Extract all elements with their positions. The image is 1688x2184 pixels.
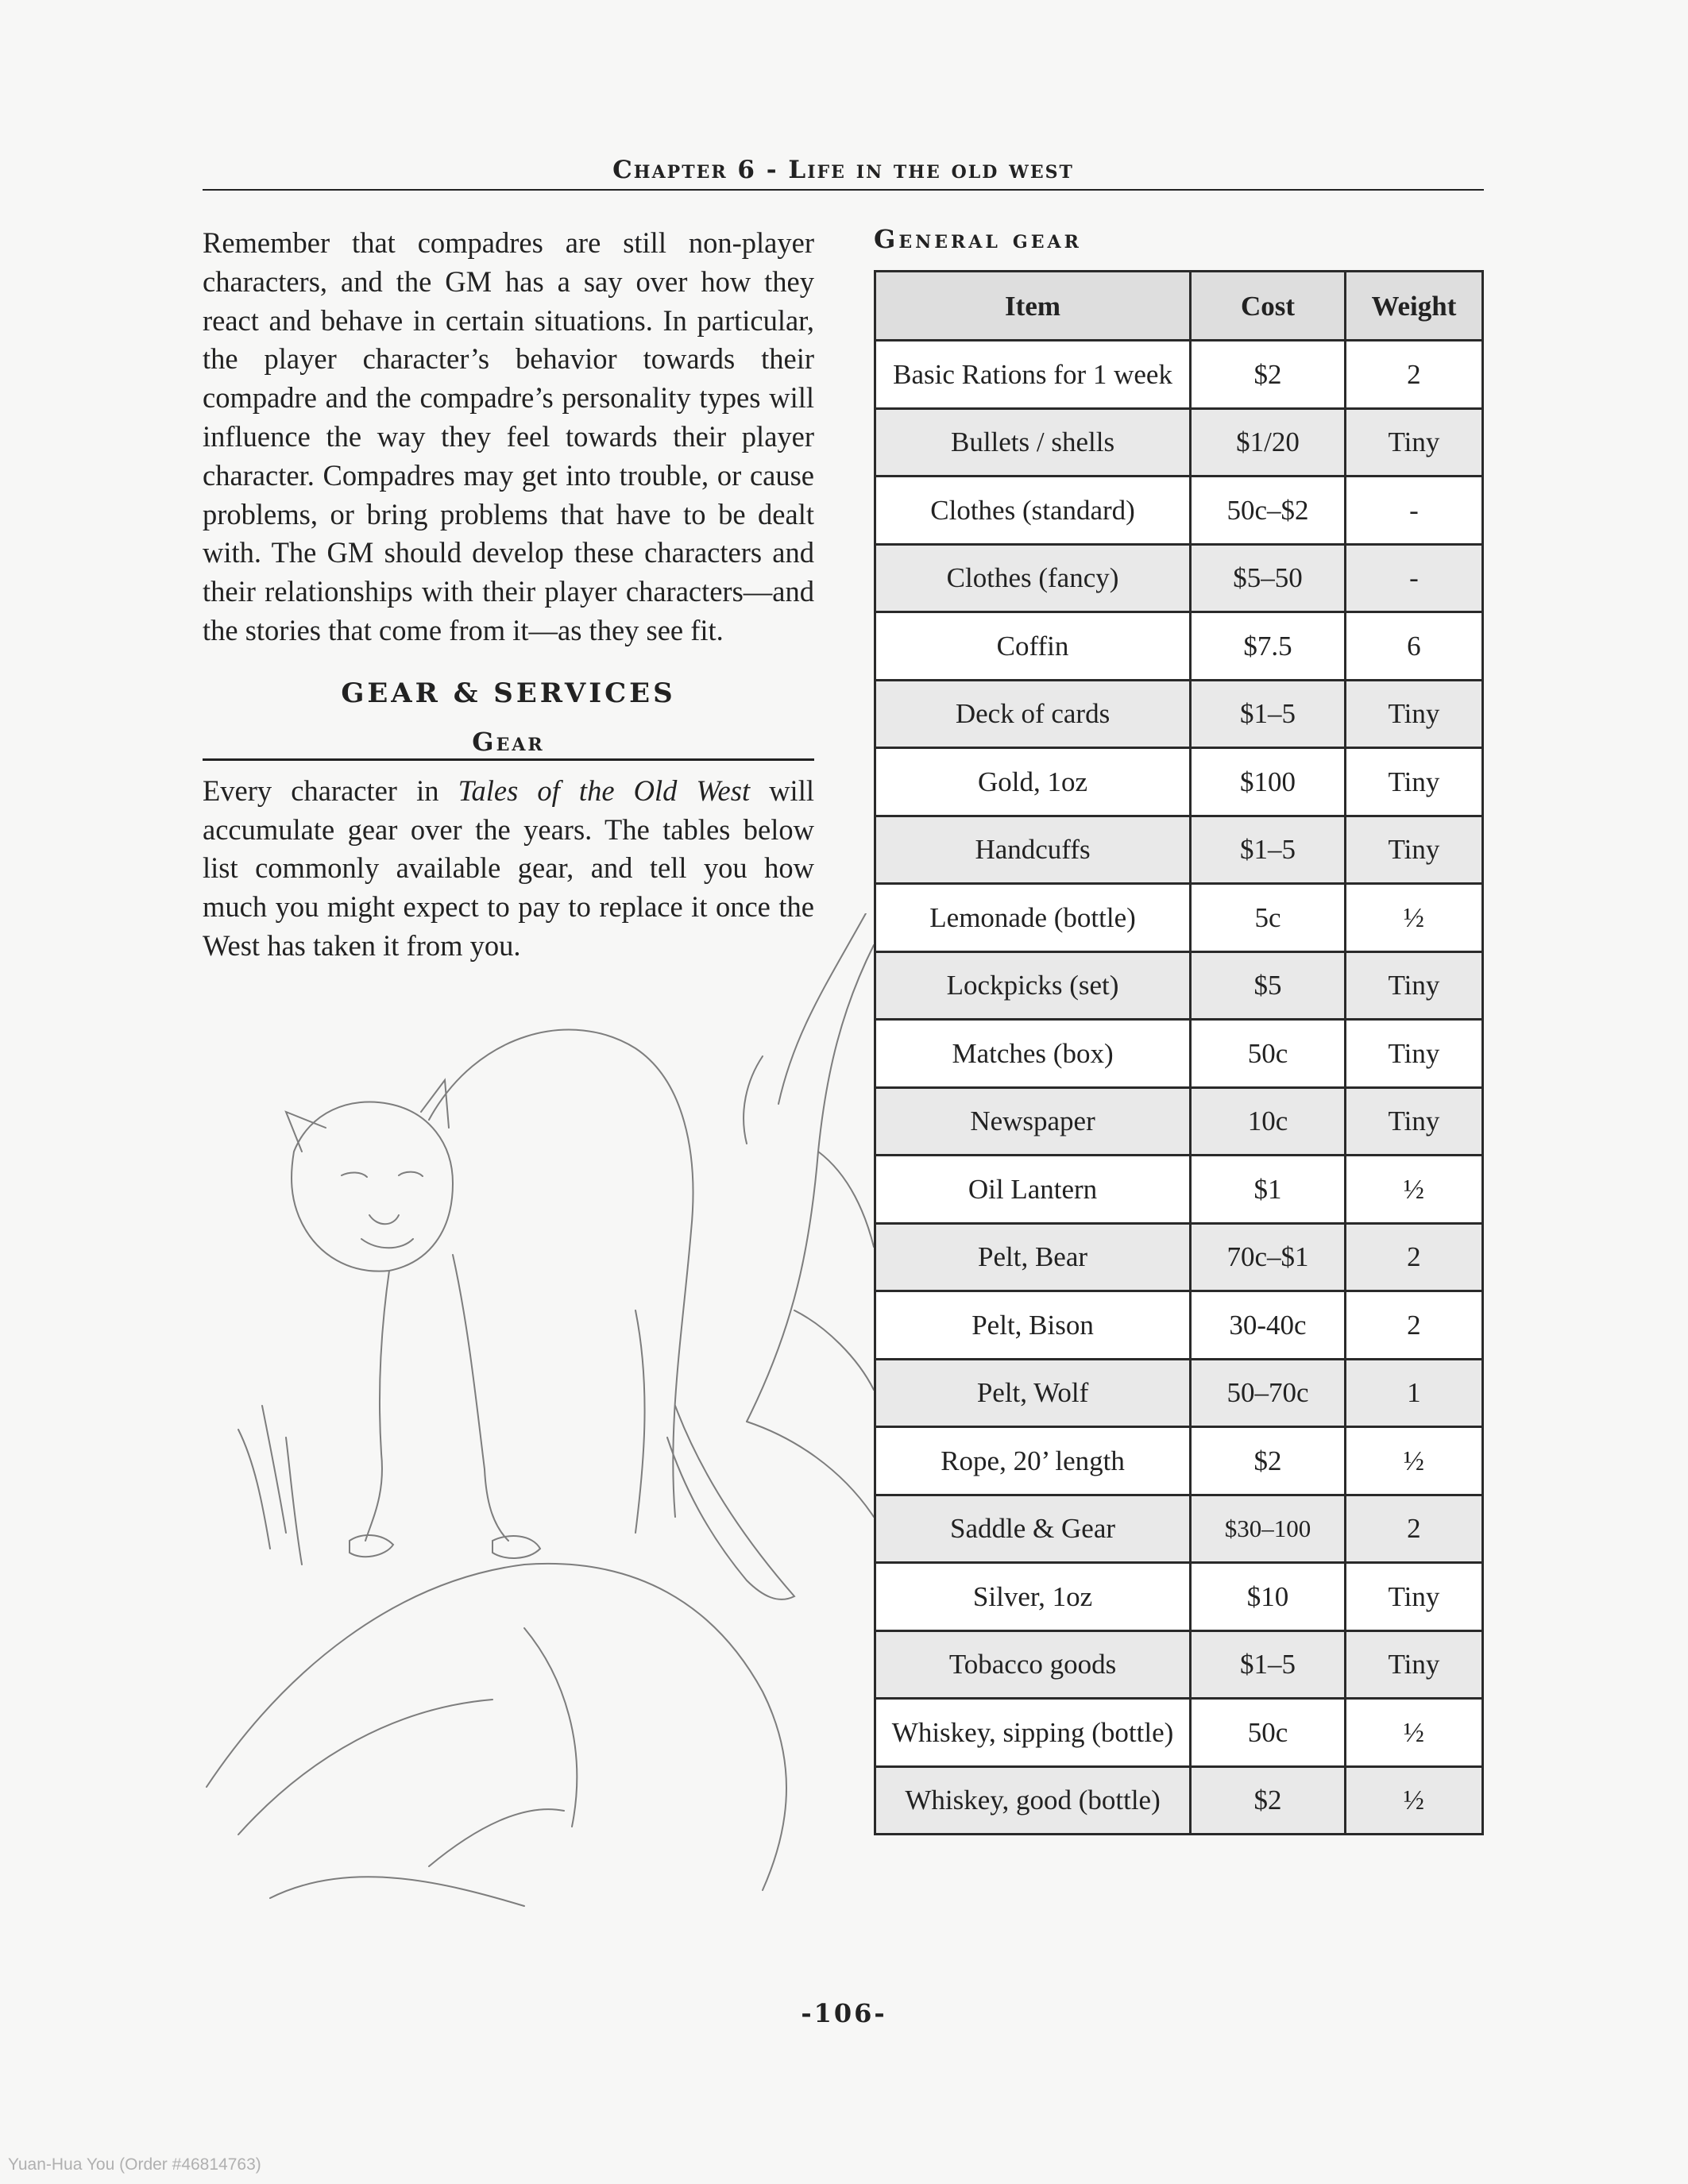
cost-cell: 50c–$2 [1191, 477, 1346, 545]
weight-cell: Tiny [1345, 748, 1482, 816]
cougar-sketch-illustration [191, 913, 882, 1914]
item-cell: Newspaper [875, 1087, 1191, 1156]
table-row [875, 1291, 1483, 1360]
table-row [875, 612, 1483, 681]
item-cell: Pelt, Bear [875, 1223, 1191, 1291]
weight-cell: 1 [1345, 1359, 1482, 1427]
section-title: GEAR & SERVICES [341, 677, 676, 709]
weight-cell: 2 [1345, 1291, 1482, 1360]
gear-paragraph-end: will accumulate gear over the years. The tables below list commonly available gear, and tell you how much you might expect to pay to replace it once the West has taken it from you. [203, 774, 814, 962]
book-title: Tales of the Old West [458, 774, 751, 807]
table-row [875, 1427, 1483, 1495]
cost-cell: 5c [1191, 884, 1346, 952]
weight-cell: - [1345, 544, 1482, 612]
table-header-row [875, 272, 1483, 341]
column-header-item: Item [875, 272, 1191, 341]
cost-cell: 30-40c [1191, 1291, 1346, 1360]
cost-cell: $10 [1191, 1563, 1346, 1631]
cost-cell: $5 [1191, 951, 1346, 1020]
weight-cell: ½ [1345, 1156, 1482, 1224]
general-gear-table [874, 270, 1484, 1835]
weight-cell: Tiny [1345, 951, 1482, 1020]
item-cell: Bullets / shells [875, 408, 1191, 477]
item-cell: Pelt, Wolf [875, 1359, 1191, 1427]
cost-cell: $1–5 [1191, 1630, 1346, 1699]
item-cell: Silver, 1oz [875, 1563, 1191, 1631]
order-watermark: Yuan-Hua You (Order #46814763) [8, 2155, 261, 2174]
item-cell: Matches (box) [875, 1020, 1191, 1088]
table-row [875, 408, 1483, 477]
cost-cell: $7.5 [1191, 612, 1346, 681]
table-row [875, 748, 1483, 816]
cost-cell: 50c [1191, 1020, 1346, 1088]
weight-cell: ½ [1345, 884, 1482, 952]
table-row [875, 544, 1483, 612]
table-row [875, 341, 1483, 409]
table-row [875, 1699, 1483, 1767]
table-row [875, 951, 1483, 1020]
table-row [875, 884, 1483, 952]
cost-cell: $1/20 [1191, 408, 1346, 477]
subsection-title: Gear [203, 727, 814, 761]
item-cell: Whiskey, good (bottle) [875, 1766, 1191, 1835]
cost-cell: $1 [1191, 1156, 1346, 1224]
cost-cell: $2 [1191, 341, 1346, 409]
item-cell: Pelt, Bison [875, 1291, 1191, 1360]
gear-paragraph-start: Every character in [203, 774, 458, 807]
item-cell: Deck of cards [875, 680, 1191, 748]
cost-cell: $100 [1191, 748, 1346, 816]
table-row [875, 477, 1483, 545]
item-cell: Handcuffs [875, 816, 1191, 884]
intro-paragraph: Remember that compadres are still non-player characters, and the GM has a say over how they react and behave in certain situations. In particular, the player character’s behavior towards their compadre and the compadre’s personality types will influence the way they feel towards their player character. Compadres may get into trouble, or cause problems, or bring problems that have to be dealt with. The GM should develop these characters and their relationships with their player characters—and the stories that come from it—as they see fit. [203, 226, 814, 646]
item-cell: Clothes (standard) [875, 477, 1191, 545]
weight-cell: ½ [1345, 1427, 1482, 1495]
item-cell: Tobacco goods [875, 1630, 1191, 1699]
item-cell: Coffin [875, 612, 1191, 681]
weight-cell: 2 [1345, 1495, 1482, 1563]
cost-cell: $1–5 [1191, 816, 1346, 884]
cost-cell: $2 [1191, 1427, 1346, 1495]
item-cell: Basic Rations for 1 week [875, 341, 1191, 409]
table-row [875, 1087, 1483, 1156]
weight-cell: - [1345, 477, 1482, 545]
weight-cell: Tiny [1345, 1630, 1482, 1699]
cost-cell: 70c–$1 [1191, 1223, 1346, 1291]
table-row [875, 1495, 1483, 1563]
chapter-header: Chapter 6 - Life in the old west [203, 156, 1484, 191]
weight-cell: Tiny [1345, 816, 1482, 884]
weight-cell: Tiny [1345, 1087, 1482, 1156]
weight-cell: Tiny [1345, 680, 1482, 748]
right-column [874, 224, 1484, 1835]
column-header-cost: Cost [1191, 272, 1346, 341]
item-cell: Saddle & Gear [875, 1495, 1191, 1563]
item-cell: Oil Lantern [875, 1156, 1191, 1224]
weight-cell: Tiny [1345, 1020, 1482, 1088]
page-number: -106- [801, 1998, 887, 2028]
table-row [875, 1223, 1483, 1291]
table-row [875, 1630, 1483, 1699]
weight-cell: ½ [1345, 1699, 1482, 1767]
table-row [875, 1156, 1483, 1224]
table-row [875, 680, 1483, 748]
table-row [875, 1359, 1483, 1427]
weight-cell: Tiny [1345, 408, 1482, 477]
column-header-weight: Weight [1345, 272, 1482, 341]
cost-cell: 10c [1191, 1087, 1346, 1156]
weight-cell: ½ [1345, 1766, 1482, 1835]
table-row [875, 1563, 1483, 1631]
item-cell: Lockpicks (set) [875, 951, 1191, 1020]
weight-cell: 2 [1345, 341, 1482, 409]
weight-cell: Tiny [1345, 1563, 1482, 1631]
weight-cell: 6 [1345, 612, 1482, 681]
cost-cell: 50c [1191, 1699, 1346, 1767]
cost-cell: $2 [1191, 1766, 1346, 1835]
table-row [875, 1766, 1483, 1835]
item-cell: Whiskey, sipping (bottle) [875, 1699, 1191, 1767]
cost-cell: $1–5 [1191, 680, 1346, 748]
item-cell: Rope, 20’ length [875, 1427, 1191, 1495]
cost-cell: $30–100 [1191, 1495, 1346, 1563]
item-cell: Lemonade (bottle) [875, 884, 1191, 952]
cost-cell: $5–50 [1191, 544, 1346, 612]
table-row [875, 1020, 1483, 1088]
cost-cell: 50–70c [1191, 1359, 1346, 1427]
item-cell: Gold, 1oz [875, 748, 1191, 816]
left-column [203, 224, 814, 966]
weight-cell: 2 [1345, 1223, 1482, 1291]
general-gear-title: General gear [874, 224, 1082, 254]
item-cell: Clothes (fancy) [875, 544, 1191, 612]
table-row [875, 816, 1483, 884]
